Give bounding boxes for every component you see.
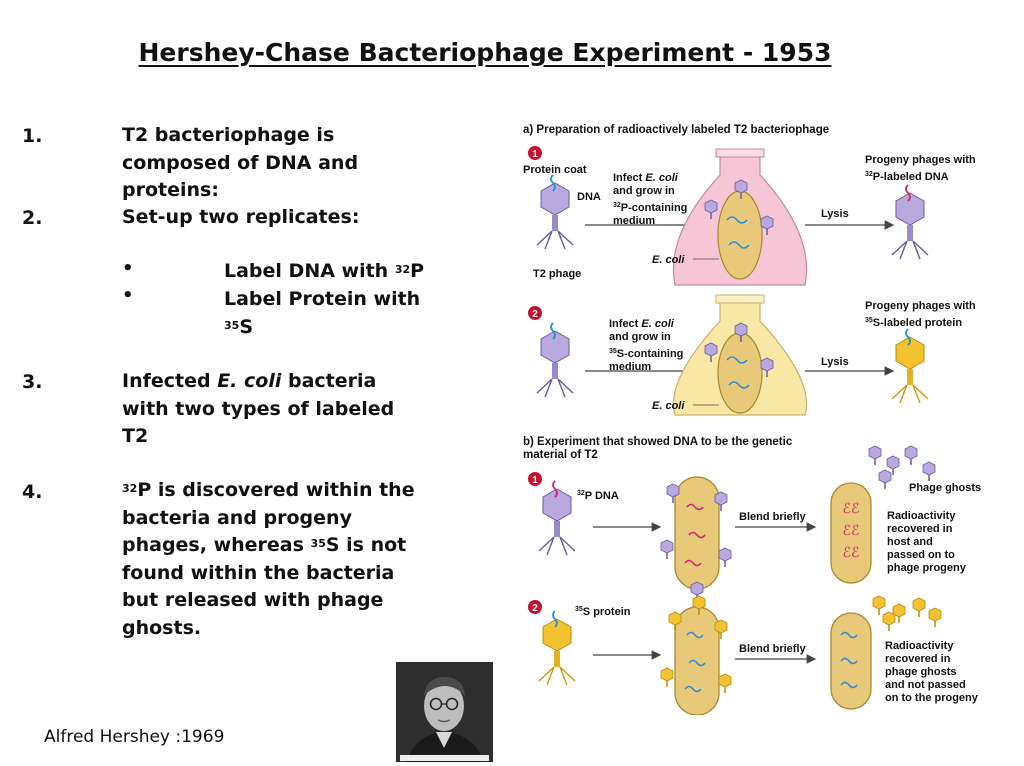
point-1-number: 1. bbox=[22, 125, 43, 147]
result-1-text: Radioactivity recovered in host and passed on to phage progeny bbox=[887, 510, 966, 574]
svg-text:2: 2 bbox=[532, 603, 538, 614]
35s-protein-label: $^{35}$S protein bbox=[575, 606, 631, 618]
t2-phage-icon bbox=[537, 183, 573, 249]
point-1-text bbox=[122, 122, 452, 205]
point-1-line-3: proteins: bbox=[122, 179, 219, 201]
lysis-label-2: Lysis bbox=[821, 356, 849, 368]
svg-text:1: 1 bbox=[532, 149, 538, 160]
ecoli-label-2: E. coli bbox=[652, 400, 685, 412]
32p-dna-label: $^{32}$P DNA bbox=[577, 490, 619, 502]
progeny-32p-label: Progeny phages with 32P-labeled DNA bbox=[865, 154, 976, 183]
point-1-line-2: composed of DNA and bbox=[122, 151, 359, 174]
t2-phage-icon-2 bbox=[537, 331, 573, 397]
bullet-2-text: Label Protein with $^{35}$S bbox=[224, 288, 421, 338]
32p-dna-phage bbox=[539, 489, 575, 555]
point-3-number: 3. bbox=[22, 371, 43, 393]
t2-phage-label: T2 phage bbox=[533, 268, 582, 280]
host-cell-35s bbox=[831, 613, 871, 709]
photo-caption: Alfred Hershey :1969 bbox=[44, 727, 225, 747]
result-2-text: Radioactivity recovered in phage ghosts and not passed on to the progeny bbox=[885, 640, 978, 704]
progeny-35s-label: Progeny phages with 35S-labeled protein bbox=[865, 300, 976, 329]
alfred-hershey-photo bbox=[396, 662, 493, 762]
point-2-text: Set-up two replicates: bbox=[122, 206, 360, 228]
lysis-label-1: Lysis bbox=[821, 208, 849, 220]
infected-cell-2 bbox=[675, 607, 719, 715]
phage-ghosts-label: Phage ghosts bbox=[909, 482, 982, 494]
infect-step-2-text: Infect E. coli and grow in 35S-containing medium bbox=[609, 318, 684, 373]
point-4-number: 4. bbox=[22, 481, 43, 503]
35s-protein-phage bbox=[539, 619, 575, 685]
slide-title: Hershey-Chase Bacteriophage Experiment - 1953 bbox=[138, 38, 832, 67]
svg-text:1: 1 bbox=[532, 475, 538, 486]
point-2-number: 2. bbox=[22, 207, 43, 229]
section-b-title: b) Experiment that showed DNA to be the genetic material of T2 bbox=[523, 436, 793, 461]
progeny-phage-35s bbox=[892, 337, 928, 403]
svg-text:ℰℰ: ℰℰ bbox=[842, 544, 860, 560]
bullet-2-glyph: • bbox=[122, 285, 134, 306]
point-3-text: Infected E. coli bacteria with two types of labeled T2 bbox=[122, 370, 395, 447]
blend-label-2: Blend briefly bbox=[739, 643, 806, 655]
point-1-line-1: T2 bacteriophage is bbox=[122, 124, 335, 146]
point-4-text: $^{32}$P is discovered within the bacteria and progeny phages, whereas $^{35}$S is not found within the bacteria but released with phage ghosts. bbox=[122, 479, 415, 639]
dna-label: DNA bbox=[577, 191, 601, 203]
bullet-1-text: Label DNA with $^{32}$P bbox=[224, 260, 425, 282]
protein-coat-label: Protein coat bbox=[523, 164, 587, 176]
hershey-chase-diagram bbox=[515, 115, 1005, 715]
bullet-1-glyph: • bbox=[122, 258, 134, 279]
blend-label-1: Blend briefly bbox=[739, 511, 806, 523]
svg-text:2: 2 bbox=[532, 309, 538, 320]
progeny-phage-32p bbox=[892, 193, 928, 259]
section-a-title: a) Preparation of radioactively labeled T2 bacteriophage bbox=[523, 124, 830, 136]
svg-text:ℰℰ: ℰℰ bbox=[842, 500, 860, 516]
svg-text:ℰℰ: ℰℰ bbox=[842, 522, 860, 538]
infect-step-1-text: Infect E. coli and grow in 32P-containing medium bbox=[613, 172, 688, 227]
infected-cell-1 bbox=[675, 477, 719, 589]
ecoli-label-1: E. coli bbox=[652, 254, 685, 266]
